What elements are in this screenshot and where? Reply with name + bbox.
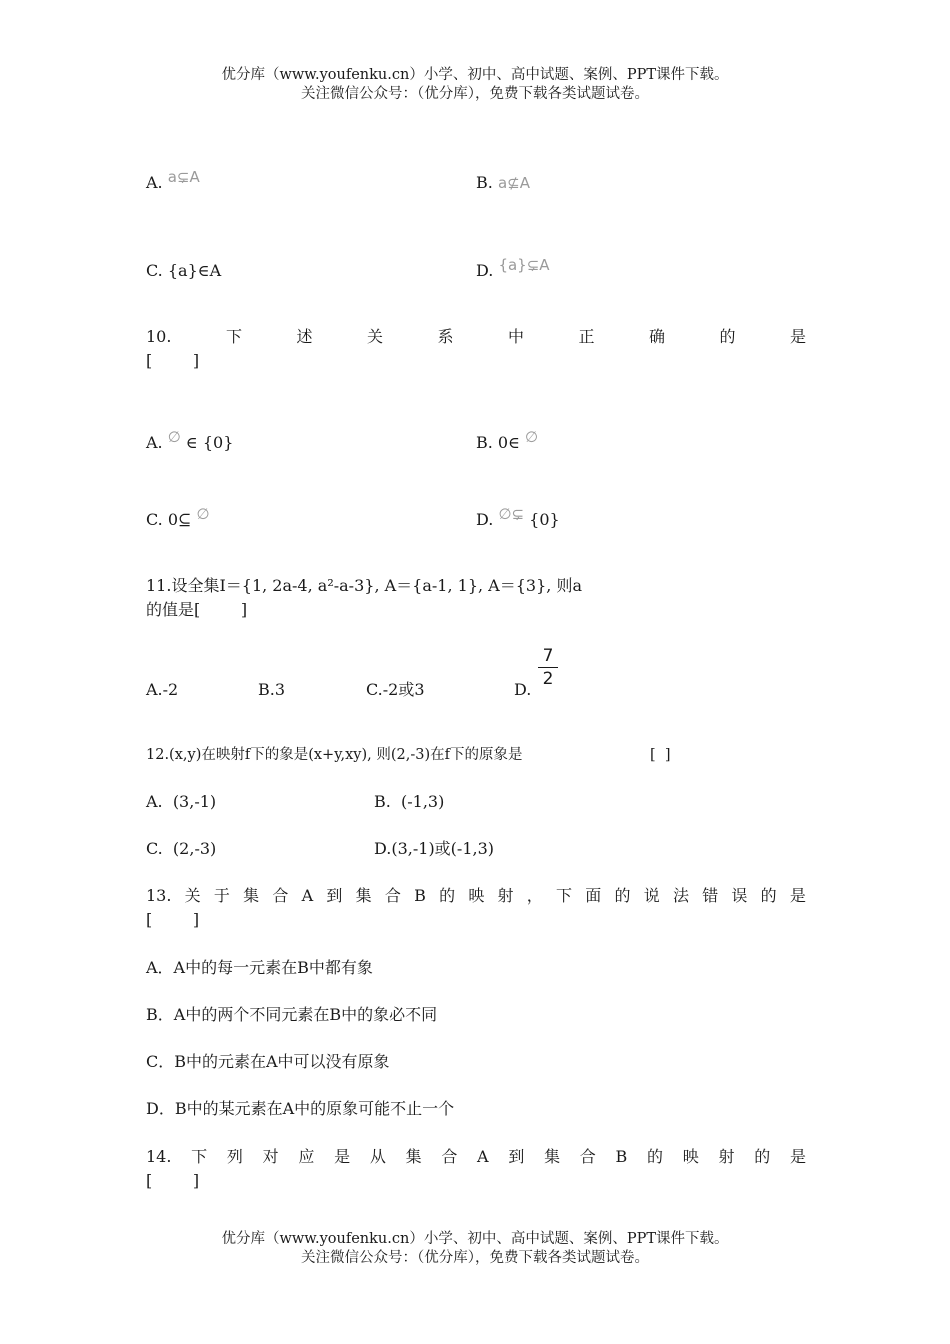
q11-option-d: D. xyxy=(514,680,532,699)
q11-option-c: C.-2或3 xyxy=(366,680,425,699)
empty-set-symbol: ∅ xyxy=(167,428,181,446)
q9-option-d-symbol: {a}⊊A xyxy=(498,256,550,274)
page-footer xyxy=(0,1230,950,1268)
q10-option-d-symbol: ∅⊊ xyxy=(498,505,525,523)
footer-line-2: 关注微信公众号：（优分库），免费下载各类试题试卷。 xyxy=(301,1250,649,1266)
q14-answer-bracket: [ ] xyxy=(146,1171,200,1190)
empty-set-symbol: ∅ xyxy=(525,428,539,446)
q12-option-a: A. (3,-1) xyxy=(146,792,217,811)
q11-option-d-fraction xyxy=(538,646,558,689)
q9-option-a-symbol: a⊊A xyxy=(167,168,200,186)
q13-option-c: C．B中的元素在A中可以没有原象 xyxy=(146,1052,390,1071)
q11-option-b: B.3 xyxy=(258,680,286,699)
q12-option-b: B. (-1,3) xyxy=(374,792,445,811)
q10-option-d: D. ∅⊊ {0} xyxy=(476,505,560,529)
header-line-1: 优分库（www.youfenku.cn）小学、初中、高中试题、案例、PPT课件下载。 xyxy=(221,67,729,83)
header-line-2: 关注微信公众号：（优分库），免费下载各类试题试卷。 xyxy=(301,86,649,102)
q10-option-a: A. ∅ ∈ {0} xyxy=(146,428,234,452)
q9-option-a: A. a⊊A xyxy=(146,168,200,192)
q12-answer-bracket: [ ] xyxy=(650,747,671,763)
q9-option-b-symbol: a⊈A xyxy=(497,174,530,192)
q12-option-d: D.(3,-1)或(-1,3) xyxy=(374,839,495,858)
q11-option-a: A.-2 xyxy=(146,680,179,699)
footer-line-1: 优分库（www.youfenku.cn）小学、初中、高中试题、案例、PPT课件下载。 xyxy=(221,1231,729,1247)
q10-stem: 10. 下 述 关 系 中 正 确 的 是 xyxy=(146,327,806,346)
q9-option-c: C. {a}∈A xyxy=(146,261,222,280)
q12-option-c: C. (2,-3) xyxy=(146,839,217,858)
q12-stem: 12.(x,y)在映射f下的象是(x+y,xy), 则(2,-3)在f下的原象是 xyxy=(146,747,523,763)
empty-set-symbol: ∅ xyxy=(196,505,210,523)
fraction-bar xyxy=(538,667,558,668)
q13-option-a: A．A中的每一元素在B中都有象 xyxy=(146,958,373,977)
q11-stem-line-2: 的值是[ ] xyxy=(146,600,248,619)
q11-stem-line-1: 11.设全集I＝{1, 2a-4, a²-a-3}, A＝{a-1, 1}, A＝{3}, 则a xyxy=(146,576,582,595)
q10-option-c: C. 0⊆ ∅ xyxy=(146,505,210,529)
q9-option-d: D. {a}⊊A xyxy=(476,256,550,280)
q13-option-d: D．B中的某元素在A中的原象可能不止一个 xyxy=(146,1099,455,1118)
q13-stem: 13. 关 于 集 合 A 到 集 合 B 的 映 射 ， 下 面 的 说 法 错 误 的 是 xyxy=(146,886,806,905)
q10-option-b: B. 0∈ ∅ xyxy=(476,428,539,452)
q14-stem: 14. 下 列 对 应 是 从 集 合 A 到 集 合 B 的 映 射 的 是 xyxy=(146,1147,806,1166)
q13-answer-bracket: [ ] xyxy=(146,910,200,929)
page-header xyxy=(0,66,950,104)
q13-option-b: B．A中的两个不同元素在B中的象必不同 xyxy=(146,1005,438,1024)
q10-answer-bracket: [ ] xyxy=(146,351,200,370)
fraction-numerator: 7 xyxy=(542,646,554,666)
q9-option-b: B. a⊈A xyxy=(476,173,530,192)
fraction-denominator: 2 xyxy=(542,669,554,689)
